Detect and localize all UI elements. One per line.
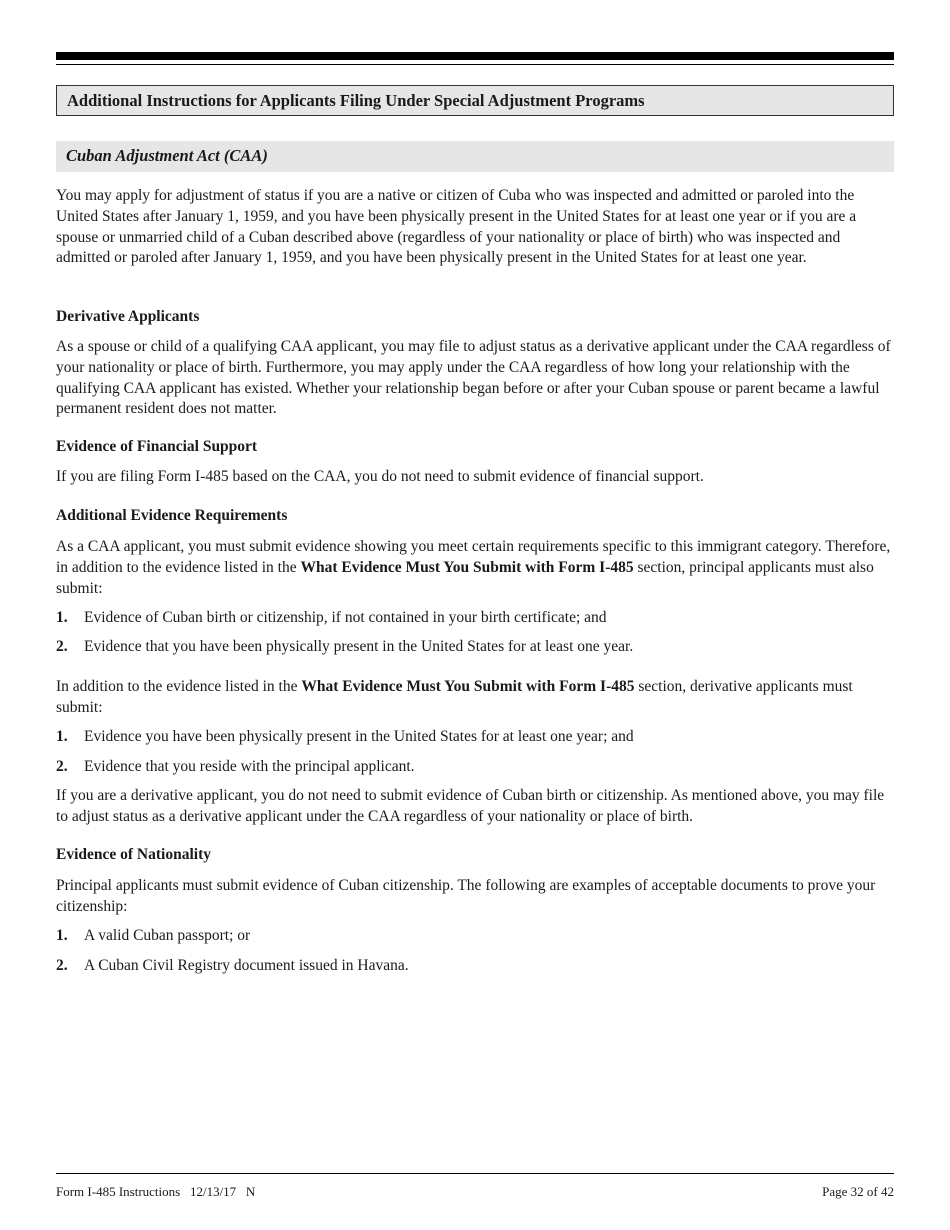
nationality-heading: Evidence of Nationality [56,846,211,863]
subsection-title: Cuban Adjustment Act (CAA) [66,146,268,165]
derivative-applicants-paragraph: As a spouse or child of a qualifying CAA applicant, you may file to adjust status as a derivative applicant under the CAA regardless of your nationality or place of birth. Furthermore, you may apply under the CAA regardless of how long your relationship with the qualifying CAA applicant has existed. Whether your relationship began before or after your Cuban spouse or parent became a lawful permanent resident does not matter. [56,338,891,418]
section-title-box [56,85,894,116]
derivative-evidence-text-before: In addition to the evidence listed in the [56,678,302,695]
subsection-title-band [56,141,894,172]
header-rule-thick [56,52,894,60]
additional-evidence-heading: Additional Evidence Requirements [56,507,288,524]
list-item-text: A valid Cuban passport; or [84,927,251,944]
nationality-paragraph: Principal applicants must submit evidence of Cuban citizenship. The following are examples of acceptable documents to prove your citizenship: [56,877,876,915]
what-evidence-reference: What Evidence Must You Submit with Form I-485 [300,558,634,576]
header-rule-thin [56,64,894,65]
list-item-text: A Cuban Civil Registry document issued in Havana. [84,957,409,974]
what-evidence-reference: What Evidence Must You Submit with Form I-485 [301,678,635,695]
footer-form-info: Form I-485 Instructions 12/13/17 N [56,1184,256,1199]
intro-paragraph: You may apply for adjustment of status if you are a native or citizen of Cuba who was inspected and admitted or paroled into the United States after January 1, 1959, and you have been physically present in the United States for at least one year or if you are a spouse or unmarried child of a Cuban described above (regardless of your nationality or place of birth) who was inspected and admitted or paroled after January 1, 1959, and you have been physically present in the United States for at least one year. [56,187,857,267]
document-page [56,0,894,1230]
derivative-evidence-paragraph [56,677,894,719]
list-item-number: 1. [56,609,68,626]
list-item-number: 2. [56,638,68,655]
list-item-text: Evidence that you have been physically present in the United States for at least one year. [84,638,634,655]
derivative-evidence-text-after: section, derivative applicants must submit: [56,678,853,716]
section-title: Additional Instructions for Applicants Filing Under Special Adjustment Programs [67,91,645,110]
list-item-text: Evidence of Cuban birth or citizenship, if not contained in your birth certificate; and [84,609,607,626]
additional-evidence-text-after: section, principal applicants must also submit: [56,558,874,597]
list-item-number: 1. [56,728,68,745]
additional-evidence-text-before: As a CAA applicant, you must submit evidence showing you meet certain requirements specific to this immigrant category. Therefore, in addition to the evidence listed in the [56,538,891,576]
list-item-number: 2. [56,957,68,974]
additional-evidence-paragraph [56,537,894,599]
financial-support-paragraph: If you are filing Form I-485 based on the CAA, you do not need to submit evidence of financial support. [56,468,704,485]
financial-support-heading: Evidence of Financial Support [56,438,258,455]
list-item-number: 2. [56,758,68,775]
list-item-text: Evidence that you reside with the principal applicant. [84,758,415,775]
list-item-number: 1. [56,927,68,944]
derivative-note-paragraph: If you are a derivative applicant, you do not need to submit evidence of Cuban birth or citizenship. As mentioned above, you may file to adjust status as a derivative applicant under the CAA regardless of your nationality or place of birth. [56,787,885,825]
footer-page-number: Page 32 of 42 [822,1184,894,1199]
derivative-applicants-heading: Derivative Applicants [56,308,200,325]
list-item-text: Evidence you have been physically present in the United States for at least one year; and [84,728,634,745]
footer-rule [56,1173,894,1174]
